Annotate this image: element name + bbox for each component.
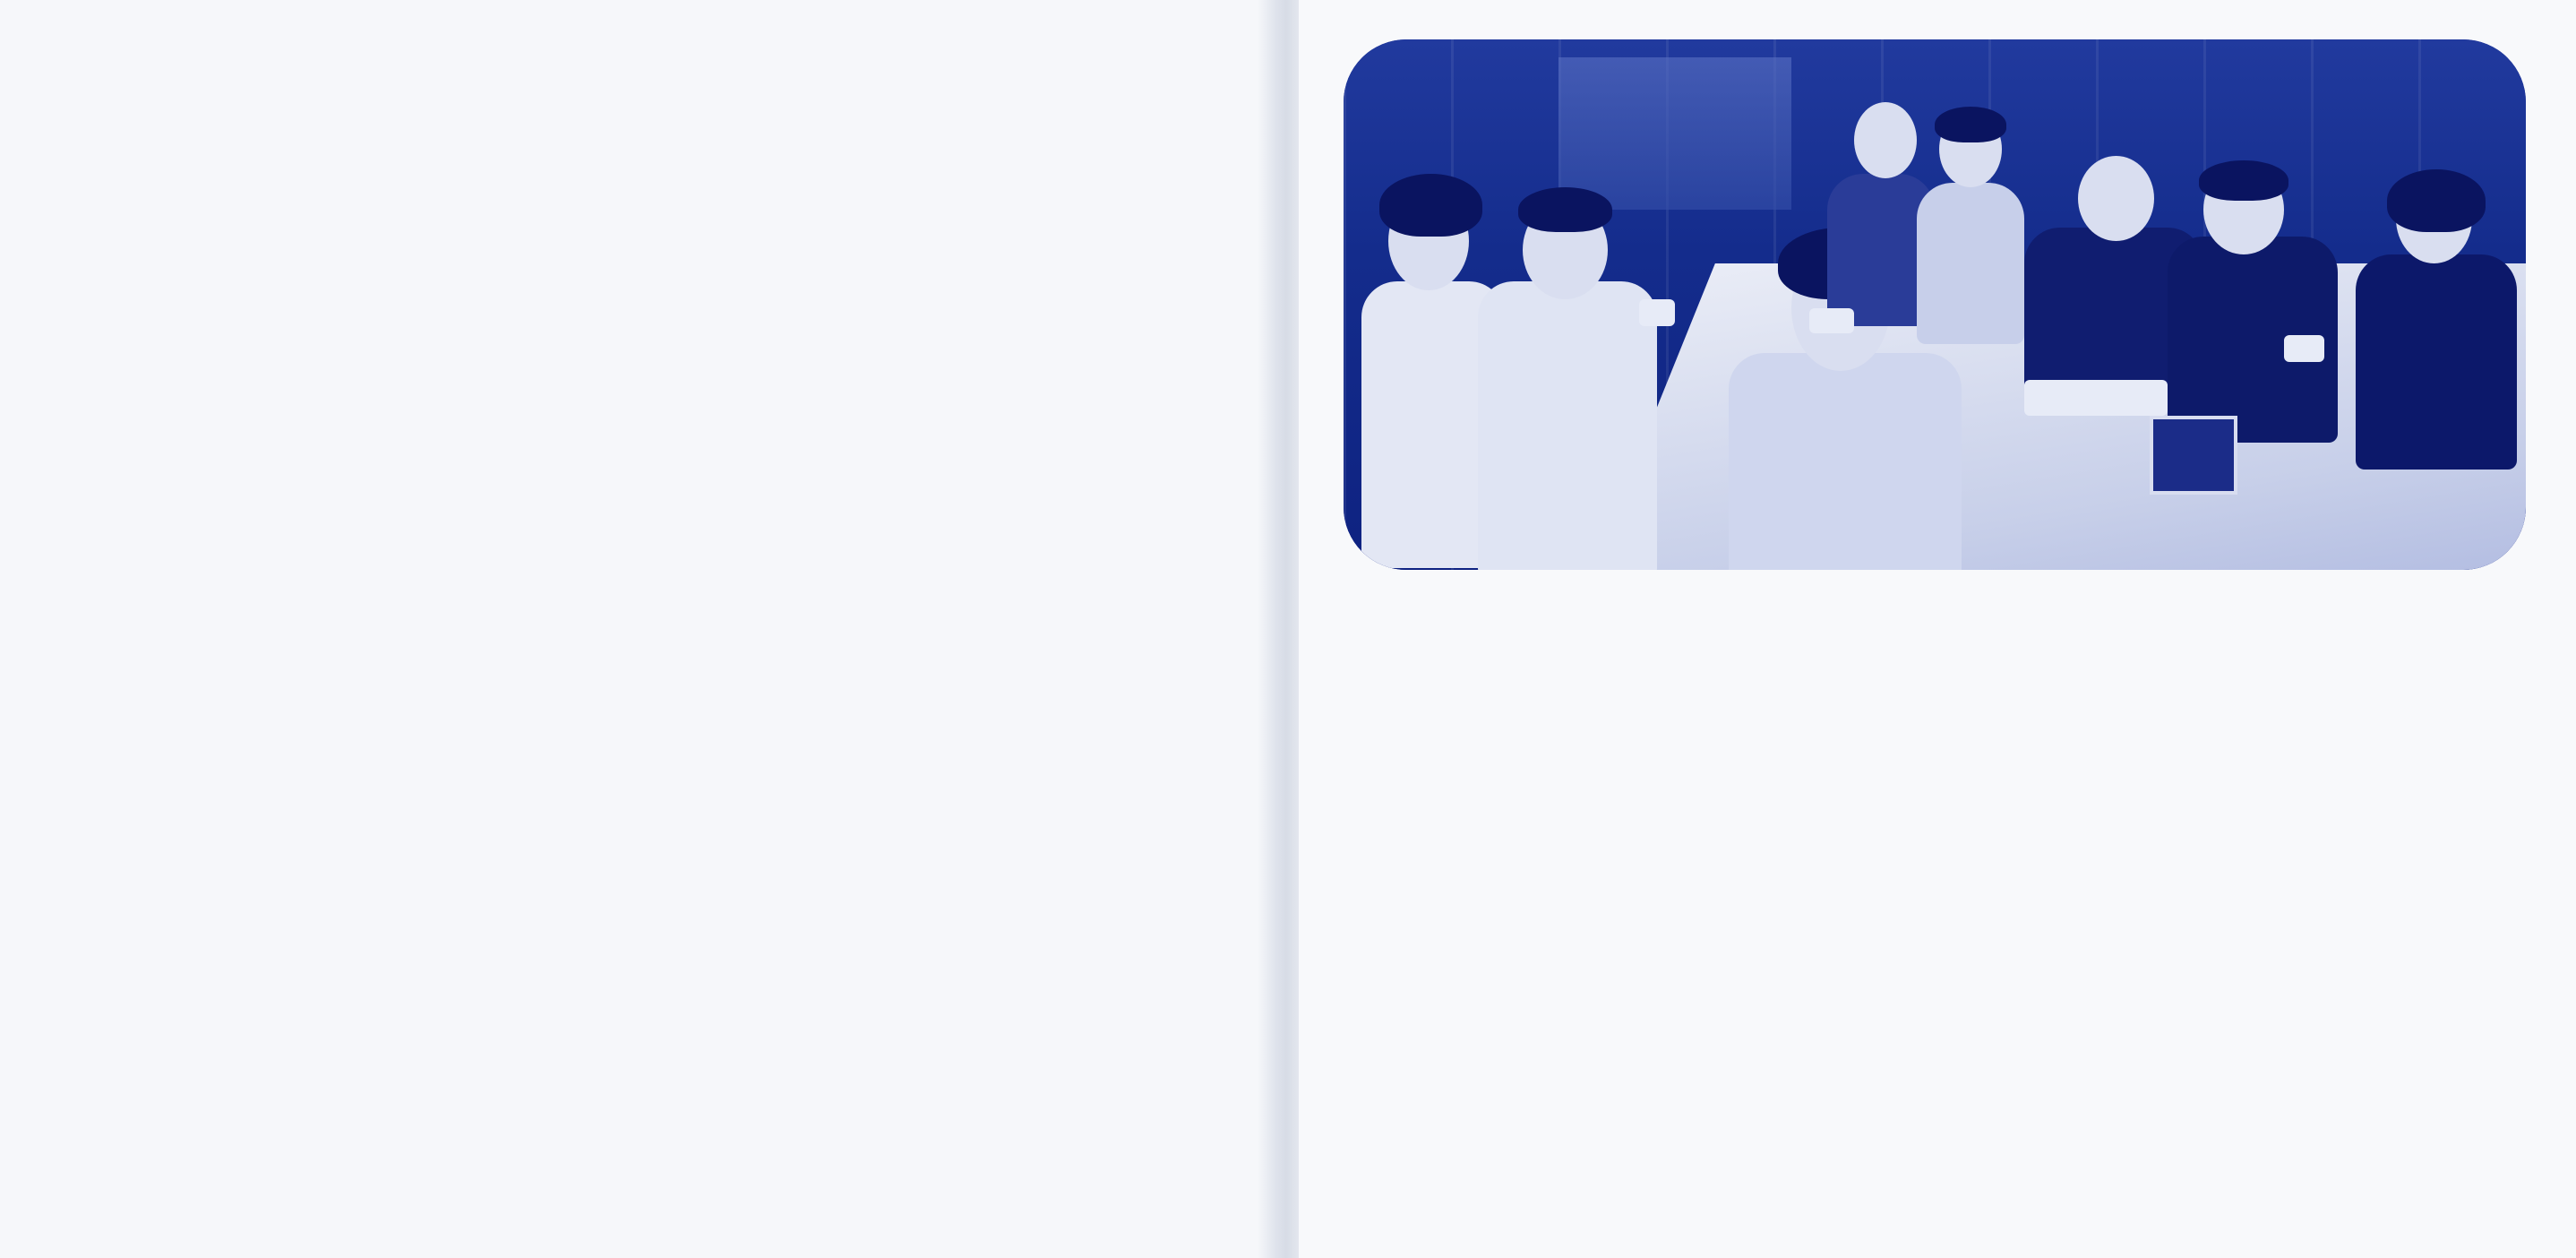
cup bbox=[2024, 380, 2168, 416]
meeting-photo bbox=[1344, 39, 2526, 570]
cup bbox=[1639, 299, 1675, 326]
photo-window bbox=[1558, 57, 1791, 210]
cup bbox=[2284, 335, 2324, 362]
tissue-box bbox=[2150, 416, 2237, 495]
left-page bbox=[0, 0, 1272, 1258]
cup bbox=[1809, 308, 1854, 333]
